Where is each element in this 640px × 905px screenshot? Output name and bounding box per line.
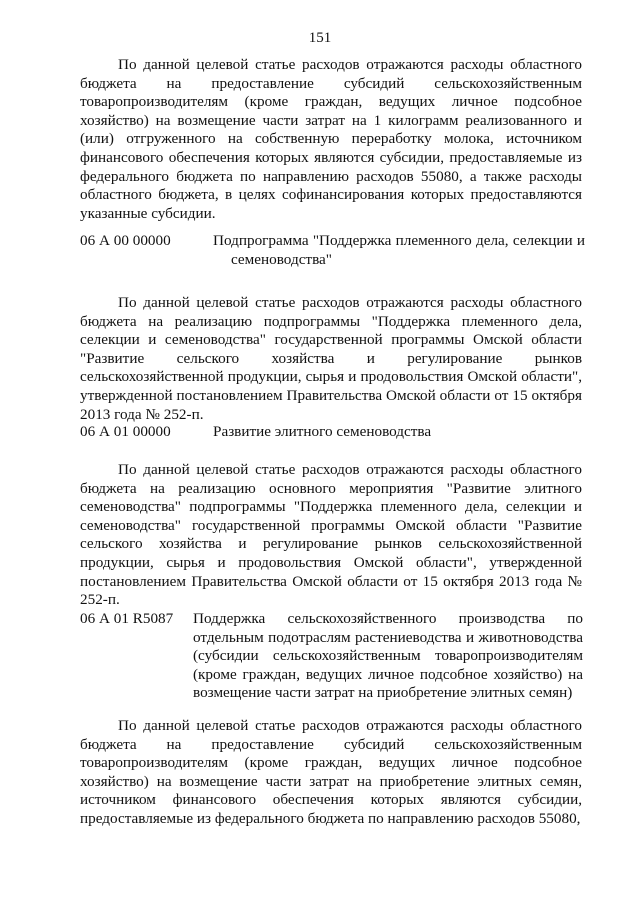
entry-code-2: 06 А 01 00000	[80, 423, 171, 440]
entry-title-2: Развитие элитного семеноводства	[213, 423, 432, 440]
entry-code-1: 06 А 00 00000	[80, 232, 171, 249]
paragraph-1: По данной целевой статье расходов отражаются расходы областного бюджета на предоставление субсидий сельскохозяйственным товаропроизводителям (кроме граждан, ведущих личное подсобное хозяйство) на возмещение части затрат на 1 килограмм реализованного и (или) отгруженного на собственную переработку молока, источником финансового обеспечения которых являются субсидии, предоставляемые из федерального бюджета по направлению расходов 55080, а также расходы областного бюджета, в целях софинансирования которых предоставляются указанные субсидии.	[80, 56, 582, 222]
paragraph-2: По данной целевой статье расходов отражаются расходы областного бюджета на реализацию подпрограммы "Поддержка племенного дела, селекции и семеноводства" государственной программы Омской области "Развитие сельского хозяйства и регулирование рынков сельскохозяйственной продукции, сырья и продовольствия Омской области", утвержденной постановлением Правительства Омской области от 15 октября 2013 года № 252-п.	[80, 294, 582, 423]
paragraph-4: По данной целевой статье расходов отражаются расходы областного бюджета на предоставление субсидий сельскохозяйственным товаропроизводителям (кроме граждан, ведущих личное подсобное хозяйство) на возмещение части затрат на приобретение элитных семян, источником финансового обеспечения которых являются субсидии, предоставляемые из федерального бюджета по направлению расходов 55080,	[80, 717, 582, 827]
entry-code-3: 06 А 01 R5087	[80, 610, 174, 627]
paragraph-3: По данной целевой статье расходов отражаются расходы областного бюджета на реализацию основного мероприятия "Развитие элитного семеноводства" подпрограммы "Поддержка племенного дела, селекции и семеноводства" государственной программы Омской области "Развитие сельского хозяйства и регулирование рынков сельскохозяйственной продукции, сырья и продовольствия Омской области", утвержденной постановлением Правительства Омской области от 15 октября 2013 года № 252-п.	[80, 461, 582, 609]
entry-title-3: Поддержка сельскохозяйственного производства по отдельным подотраслям растениеводства и животноводства (субсидии сельскохозяйственным товаропроизводителям (кроме граждан, ведущих личное подсобное хозяйство) на возмещение части затрат на приобретение элитных семян)	[193, 610, 583, 702]
entry-title-1: Подпрограмма "Поддержка племенного дела, селекции и семеноводства"	[213, 232, 585, 268]
page-number: 151	[308, 30, 332, 46]
